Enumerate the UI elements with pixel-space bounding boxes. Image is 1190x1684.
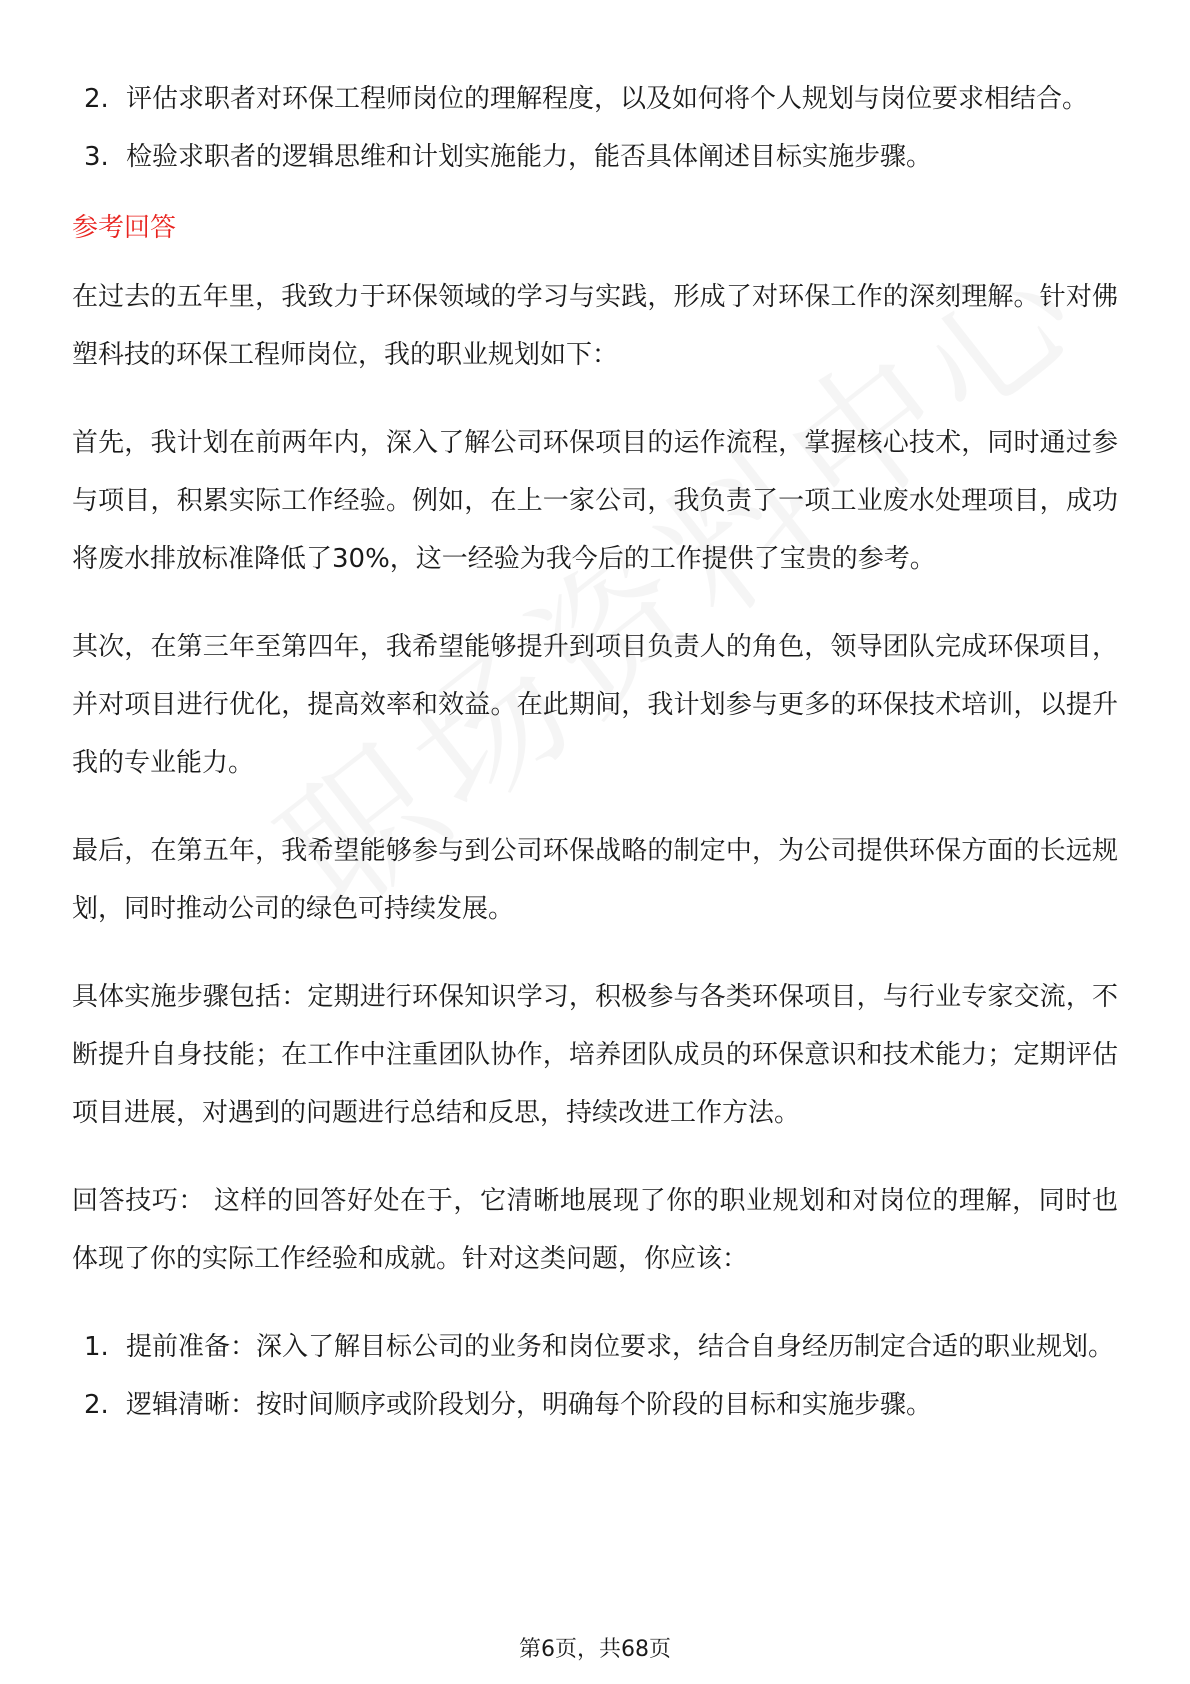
list-number: 3.: [84, 142, 109, 172]
list-item-text: 逻辑清晰：按时间顺序或阶段划分，明确每个阶段的目标和实施步骤。: [126, 1390, 933, 1420]
paragraph-second: 其次，在第三年至第四年，我希望能够提升到项目负责人的角色，领导团队完成环保项目，并对项目进行优化，提高效率和效益。在此期间，我计划参与更多的环保技术培训，以提升我的专业能力。: [72, 632, 1118, 778]
list-item-3: [72, 128, 1118, 186]
list-item-2: [72, 70, 1118, 128]
tip-item-2: [72, 1376, 1118, 1434]
list-number: 2.: [84, 84, 109, 114]
tip-item-1: [72, 1318, 1118, 1376]
paragraph-tips: 回答技巧： 这样的回答好处在于，它清晰地展现了你的职业规划和对岗位的理解，同时也体现了你的实际工作经验和成就。针对这类问题，你应该：: [72, 1186, 1118, 1274]
paragraph-first: 首先，我计划在前两年内，深入了解公司环保项目的运作流程，掌握核心技术，同时通过参与项目，积累实际工作经验。例如，在上一家公司，我负责了一项工业废水处理项目，成功将废水排放标准降低了30%，这一经验为我今后的工作提供了宝贵的参考。: [72, 428, 1118, 574]
paragraph-steps: 具体实施步骤包括：定期进行环保知识学习，积极参与各类环保项目，与行业专家交流，不断提升自身技能；在工作中注重团队协作，培养团队成员的环保意识和技术能力；定期评估项目进展，对遇到的问题进行总结和反思，持续改进工作方法。: [72, 982, 1118, 1128]
list-item-text: 提前准备：深入了解目标公司的业务和岗位要求，结合自身经历制定合适的职业规划。: [126, 1332, 1115, 1362]
document-page: [72, 70, 1118, 1434]
list-number: 1.: [84, 1332, 109, 1362]
list-item-text: 评估求职者对环保工程师岗位的理解程度，以及如何将个人规划与岗位要求相结合。: [126, 84, 1089, 114]
page-footer: 第6页，共68页: [519, 1637, 671, 1662]
paragraph-last: 最后，在第五年，我希望能够参与到公司环保战略的制定中，为公司提供环保方面的长远规划，同时推动公司的绿色可持续发展。: [72, 836, 1118, 924]
list-number: 2.: [84, 1390, 109, 1420]
list-item-text: 检验求职者的逻辑思维和计划实施能力，能否具体阐述目标实施步骤。: [126, 142, 933, 172]
section-heading: 参考回答: [72, 213, 177, 243]
paragraph-intro: 在过去的五年里，我致力于环保领域的学习与实践，形成了对环保工作的深刻理解。针对佛塑科技的环保工程师岗位，我的职业规划如下：: [72, 282, 1118, 370]
